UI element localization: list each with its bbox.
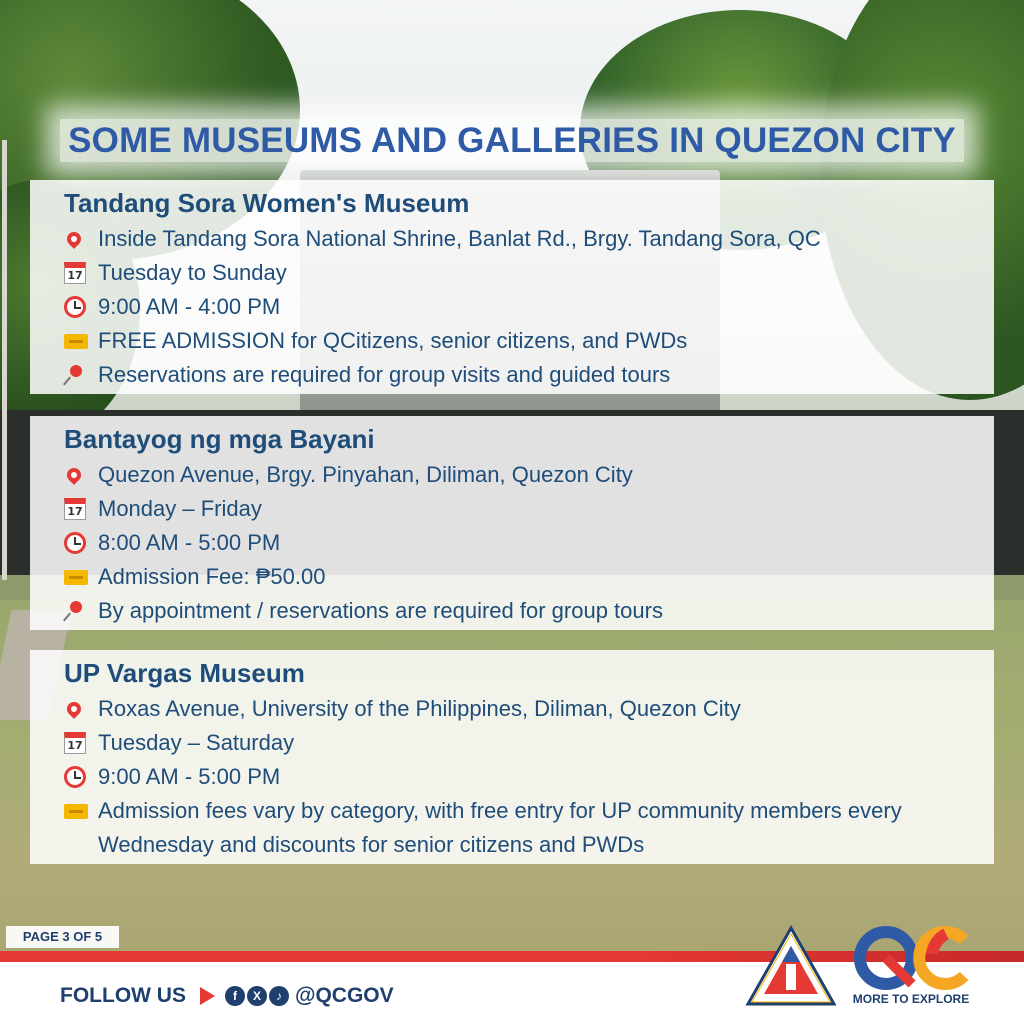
days-row xyxy=(64,492,994,526)
ticket-icon xyxy=(64,560,98,594)
hours-text: 9:00 AM - 5:00 PM xyxy=(98,764,281,789)
alarm-clock-icon xyxy=(64,526,98,560)
play-arrow-icon xyxy=(200,987,215,1005)
page-title-text: SOME MUSEUMS AND GALLERIES IN QUEZON CITY xyxy=(60,119,964,162)
museum-card xyxy=(30,180,994,394)
follow-us xyxy=(60,982,394,1010)
hours-row xyxy=(64,526,994,560)
admission-row xyxy=(64,324,994,358)
location-row xyxy=(64,692,994,726)
hours-text: 8:00 AM - 5:00 PM xyxy=(98,530,281,555)
location-text: Inside Tandang Sora National Shrine, Banlat Rd., Brgy. Tandang Sora, QC xyxy=(98,226,821,251)
location-text: Quezon Avenue, Brgy. Pinyahan, Diliman, Quezon City xyxy=(98,462,633,487)
facebook-icon[interactable]: f xyxy=(225,986,245,1006)
page-indicator: PAGE 3 OF 5 xyxy=(6,926,119,948)
ticket-icon xyxy=(64,324,98,358)
days-text: Tuesday to Sunday xyxy=(98,260,287,285)
round-pushpin-icon xyxy=(64,222,98,256)
pushpin-icon xyxy=(64,358,98,392)
days-text: Tuesday – Saturday xyxy=(98,730,295,755)
x-twitter-icon[interactable]: X xyxy=(247,986,267,1006)
ticket-icon xyxy=(64,794,98,828)
round-pushpin-icon xyxy=(64,692,98,726)
tagline: MORE TO EXPLORE xyxy=(852,992,970,1006)
note-text: Reservations are required for group visits and guided tours xyxy=(98,362,671,387)
hours-row xyxy=(64,290,994,324)
museum-name: UP Vargas Museum xyxy=(64,658,305,688)
museum-name: Bantayog ng mga Bayani xyxy=(64,424,375,454)
admission-text: FREE ADMISSION for QCitizens, senior citizens, and PWDs xyxy=(98,328,688,353)
qc-logo-icon xyxy=(846,924,976,994)
alarm-clock-icon xyxy=(64,290,98,324)
page-title xyxy=(0,121,1024,161)
admission-row xyxy=(64,794,994,862)
note-row xyxy=(64,358,994,392)
follow-label: FOLLOW US xyxy=(60,984,186,1007)
museum-card xyxy=(30,416,994,630)
calendar-icon xyxy=(64,492,98,526)
note-row xyxy=(64,594,994,628)
days-row xyxy=(64,256,994,290)
admission-text: Admission Fee: ₱50.00 xyxy=(98,564,326,589)
flag-pole xyxy=(2,140,7,580)
round-pushpin-icon xyxy=(64,458,98,492)
social-handle[interactable]: @QCGOV xyxy=(294,984,394,1007)
location-row xyxy=(64,222,994,256)
calendar-icon-day: 17 xyxy=(64,498,86,520)
admission-text: Admission fees vary by category, with free entry for UP community members every Wednesday and discounts for senior citizens and PWDs xyxy=(98,798,902,857)
days-text: Monday – Friday xyxy=(98,496,262,521)
calendar-icon xyxy=(64,256,98,290)
museum-name: Tandang Sora Women's Museum xyxy=(64,188,470,218)
museum-card xyxy=(30,650,994,864)
calendar-icon-day: 17 xyxy=(64,262,86,284)
location-text: Roxas Avenue, University of the Philippines, Diliman, Quezon City xyxy=(98,696,741,721)
quezon-city-seal-icon xyxy=(744,924,838,1008)
hours-row xyxy=(64,760,994,794)
tiktok-icon[interactable]: ♪ xyxy=(269,986,289,1006)
admission-row xyxy=(64,560,994,594)
note-text: By appointment / reservations are required for group tours xyxy=(98,598,663,623)
pushpin-icon xyxy=(64,594,98,628)
calendar-icon-day: 17 xyxy=(64,732,86,754)
alarm-clock-icon xyxy=(64,760,98,794)
days-row xyxy=(64,726,994,760)
calendar-icon xyxy=(64,726,98,760)
hours-text: 9:00 AM - 4:00 PM xyxy=(98,294,281,319)
location-row xyxy=(64,458,994,492)
